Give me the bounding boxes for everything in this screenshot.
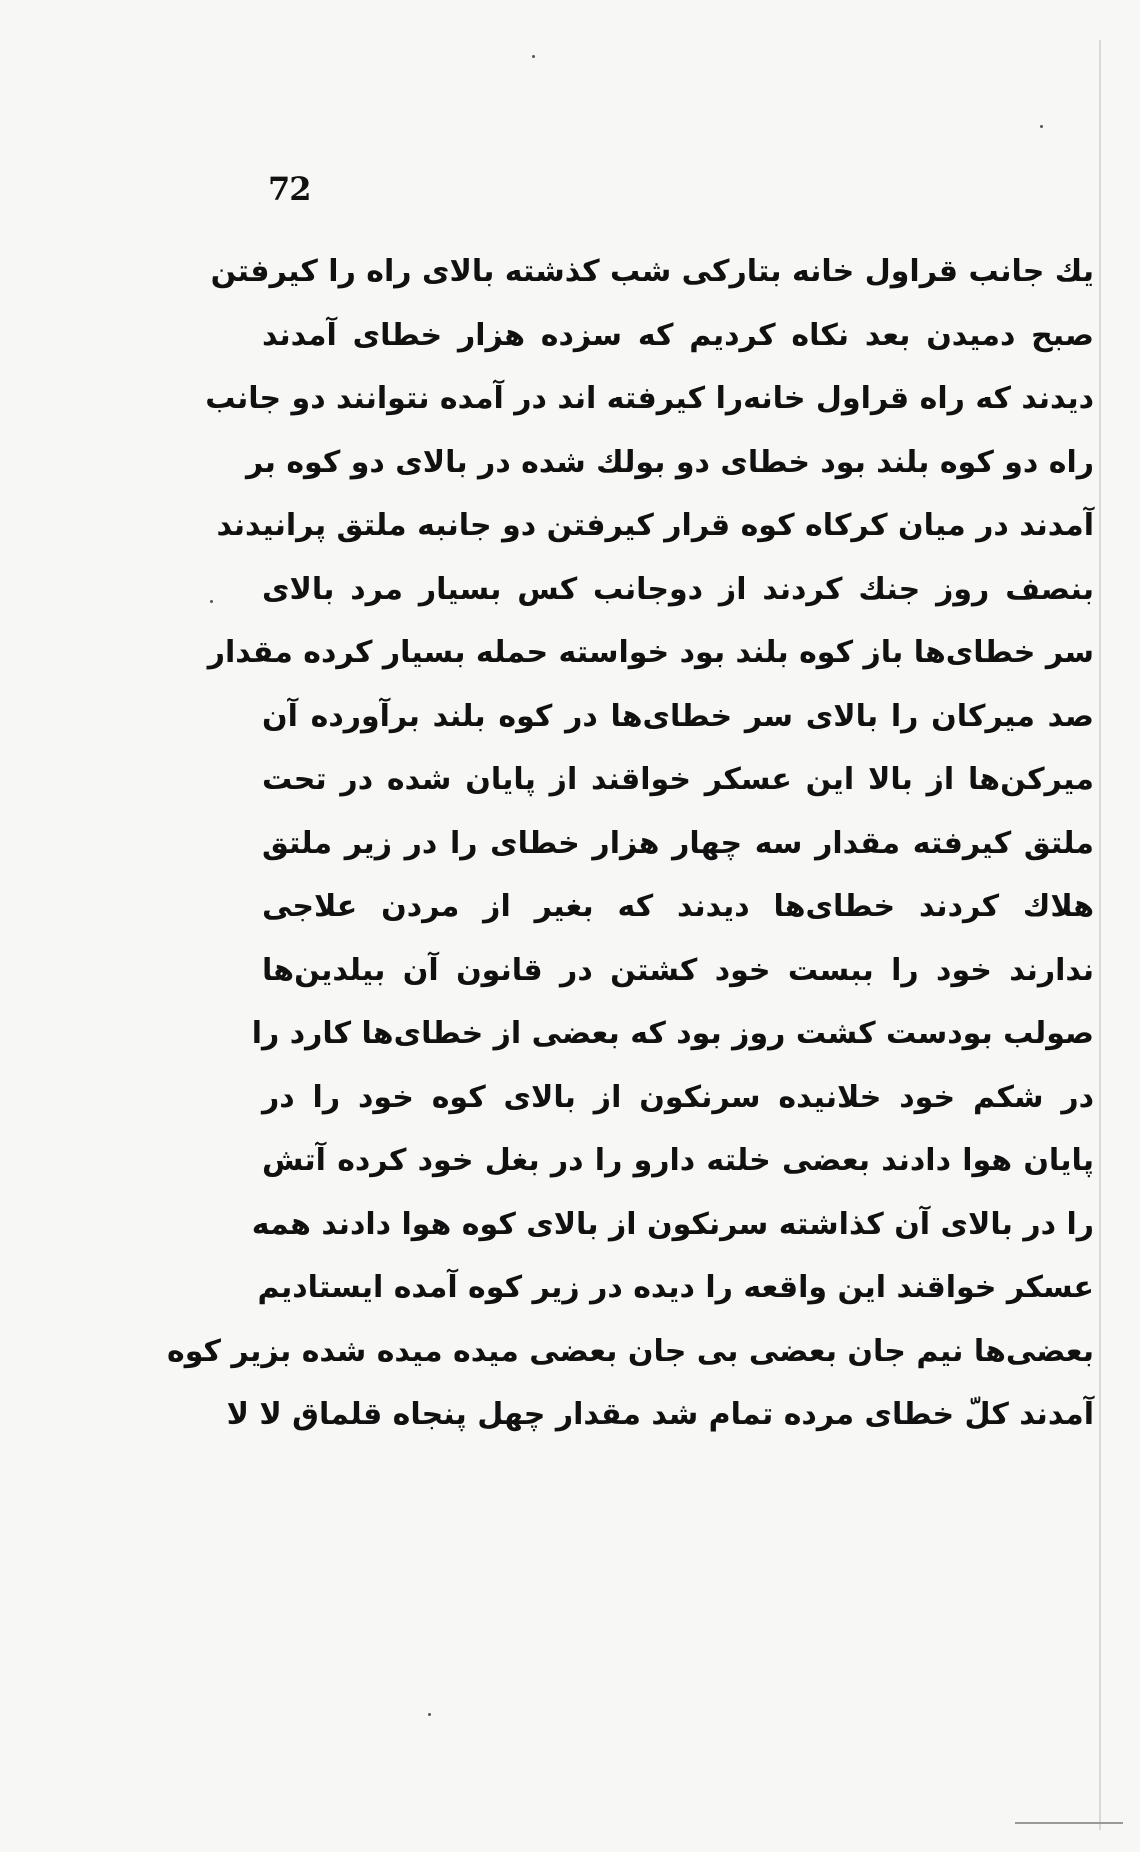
text-line: یك جانب قراول خانه بتارکی شب کذشته بالای راه را کیرفتن	[210, 254, 1094, 289]
page-edge-line	[1099, 40, 1101, 1830]
text-line: دیدند که راه قراول خانه‌را کیرفته اند در آمده نتوانند دو جانب	[205, 381, 1094, 416]
speck	[532, 55, 535, 58]
speck	[210, 600, 213, 603]
text-line: هلاك کردند خطای‌ها دیدند که بغیر از مردن علاجی	[262, 889, 1094, 924]
text-line: بنصف روز جنك کردند از دوجانب کس بسیار مرد بالای	[262, 571, 1094, 607]
speck	[1040, 125, 1043, 128]
text-line: صد میرکان را بالای سر خطای‌ها در کوه بلند برآورده آن	[262, 698, 1094, 734]
text-line: آمدند کلّ خطای مرده تمام شد مقدار چهل پنجاه قلماق لا لا	[226, 1397, 1094, 1432]
page-number: 72	[268, 170, 311, 208]
text-line: صولب بودست کشت روز بود که بعضی از خطای‌ها کارد را	[251, 1016, 1094, 1051]
text-line: بعضی‌ها نیم جان بعضی بی جان بعضی میده میده شده بزیر کوه	[167, 1333, 1094, 1369]
text-line: آمدند در میان کرکاه کوه قرار کیرفتن دو جانبه ملتق پرانیدند	[216, 508, 1094, 543]
text-line: ندارند خود را ببست خود کشتن در قانون آن بیلدین‌ها	[262, 952, 1094, 988]
text-line: پایان هوا دادند بعضی خلته دارو را در بغل خود کرده آتش	[262, 1143, 1094, 1178]
text-line: صبح دمیدن بعد نکاه کردیم که سزده هزار خطای آمدند	[262, 317, 1094, 353]
text-line: میرکن‌ها از بالا این عسکر خواقند از پایان شده در تحت	[262, 762, 1094, 797]
text-line: عسکر خواقند این واقعه را دیده در زیر کوه آمده ایستادیم	[257, 1270, 1094, 1305]
speck	[428, 1713, 431, 1716]
text-line: را در بالای آن کذاشته سرنکون از بالای کوه هوا دادند همه	[251, 1206, 1094, 1242]
text-line: سر خطای‌ها باز کوه بلند بود خواسته حمله بسیار کرده مقدار	[207, 635, 1094, 670]
text-line: ملتق کیرفته مقدار سه چهار هزار خطای را در زیر ملتق	[262, 825, 1094, 861]
page-bottom-line	[1015, 1822, 1123, 1824]
text-line: در شکم خود خلانیده سرنکون از بالای کوه خود را در	[262, 1079, 1094, 1115]
body-text	[167, 240, 1094, 1447]
text-line: راه دو کوه بلند بود خطای دو بولك شده در بالای دو کوه بر	[245, 444, 1094, 480]
